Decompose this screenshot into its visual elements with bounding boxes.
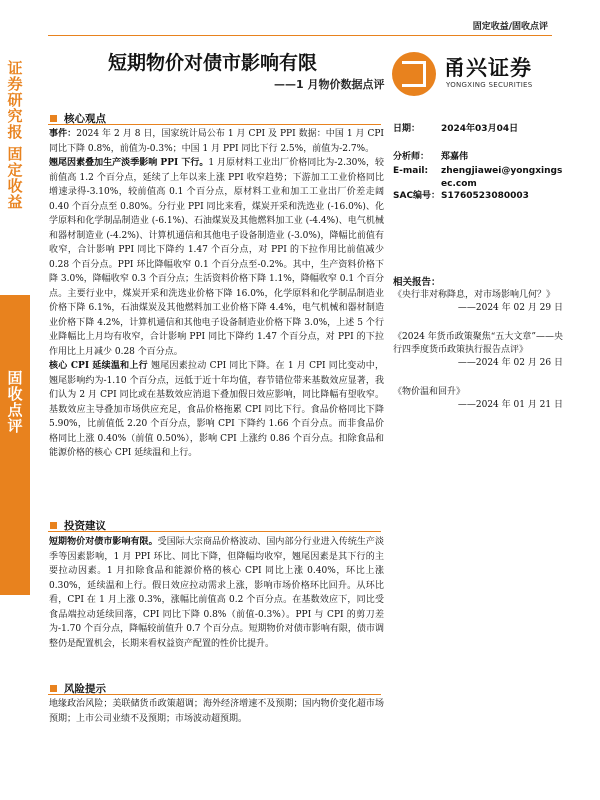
date-row: 日期： 2024年03月04日	[393, 124, 519, 134]
square-bullet-icon	[50, 522, 57, 529]
report-subtitle: ——1 月物价数据点评	[274, 78, 385, 91]
sidebar-orange-band	[0, 295, 30, 595]
related-reports-title: 相关报告：	[393, 277, 441, 288]
section-rule	[48, 124, 381, 125]
paragraph-ppi: 翘尾因素叠加生产淡季影响 PPI 下行。1 月原材料工业出厂价格同比为-2.30%，较前值高 1.2 个百分点，延续了上年以来上涨 PPI 收窄趋势；下游加工工业价格同比增速录得-3.10%，较前值高 0.1 个百分点，原材料工业和加工工业出厂价差走阔 0.40 个百分点至 0.80%。分行业 PPI 同比来看，煤炭开采和洗选业 (-16.0%)、化学原料和化学制品制造业 (-6.1%)、石油煤炭及其他燃料加工业 (-4.4%)、电气机械和器材制造业 (-4.2%)、计算机通信和其他电子设备制造业 (-3.0%)，降幅比前值有收窄，合计影响 PPI 同比下降约 1.47 个百分点，对 PPI 的下拉作用比前值减少 0.28 个百分点。PPI 环比降幅收窄 0.1 个百分点至-0.2%。其中，生产资料价格下降 3.0%，降幅收窄 0.3 个百分点；生活资料价格下降 1.1%，降幅收窄 0.1 个百分点。主要行业中，煤炭开采和洗选业价格下降 16.0%，化学原料和化学制品制造业价格下降 6.1%，石油煤炭及其他燃料加工业价格下降 4.4%，电气机械和器材制造业价格下降 4.2%，计算机通信和其他电子设备制造业价格下降 3.0%，上述 5 个行业降幅比上月均有收窄，合计影响 PPI 同比下降约 1.47 个百分点，对 PPI 的下拉作用比上月减少 0.28 个百分点。	[49, 158, 384, 357]
email-link[interactable]: zhengjiawei@yongxingsec.com	[441, 166, 563, 189]
sac-row: SAC编号： S1760523080003	[393, 191, 529, 201]
sidebar-label-fixed-income: 固 定 收 益	[7, 145, 23, 211]
section-heading-core: 核心观点	[50, 111, 106, 126]
invest-body: 短期物价对债市影响有限。受国际大宗商品价格波动、国内部分行业进入传统生产淡季等因素影响，1 月 PPI 环比、同比下降，但降幅均收窄，翘尾因素是其下行的主要拉动因素。1 月扣除食品和能源价格的核心 CPI 同比上涨 0.40%，环比上涨 0.30%，延续温和上行。假日效应拉动需求上涨，影响市场价格环比回升。从环比看，CPI 在 1 月上涨 0.3%，涨幅比前值高 0.2 个百分点。在基数效应下，同比受食品端拉动延续回落，CPI 同比下降 0.8%（前值-0.3%）。PPI 与 CPI 的剪刀差为-1.70 个百分点，降幅较前值升 0.7 个百分点。短期物价对债市影响有限，债市调整仍是配置机会，长期来看权益资产配置的性价比提升。	[49, 537, 384, 649]
related-report-item[interactable]: 《央行非对称降息，对市场影响几何？》 ——2024 年 02 月 29 日	[393, 290, 563, 313]
company-logo	[392, 48, 554, 100]
paragraph-cpi: 核心 CPI 延续温和上行 翘尾因素拉动 CPI 同比下降。在 1 月 CPI 同比变动中，翘尾影响约为-1.10 个百分点，远低于近十年均值，春节错位带来基数效应显著，我们认为 2 月 CPI 同比或在基数效应消退下叠加假日效应影响，同比降幅有望收窄。基数效应主导叠加市场供应充足，食品价格拖累 CPI 同比下行。食品价格同比下降 5.90%，比前值低 2.20 个百分点，影响 CPI 下降约 1.66 个百分点。而非食品价格同比上涨 0.40%（前值 0.50%），影响 CPI 上涨约 0.86 个百分点。扣除食品和能源价格的核心 CPI 延续温和上行。	[49, 361, 384, 458]
sidebar-label-fi-commentary: 固 收 点 评	[7, 369, 23, 435]
section-heading-invest: 投资建议	[50, 518, 106, 533]
logo-mark-icon	[392, 52, 436, 96]
report-category-tag: 固定收益/固收点评	[472, 22, 548, 32]
core-body	[49, 127, 384, 461]
paragraph-event: 事件：2024 年 2 月 8 日，国家统计局公布 1 月 CPI 及 PPI 数据：中国 1 月 CPI 同比下降 0.8%，前值为-0.3%；中国 1 月 PPI 同比下行 2.5%，前值为-2.7%。	[49, 129, 384, 154]
section-heading-risk: 风险提示	[50, 681, 106, 696]
report-title: 短期物价对债市影响有限	[108, 52, 318, 74]
section-rule	[48, 531, 381, 532]
section-rule	[48, 694, 381, 695]
email-row: E-mail: zhengjiawei@yongxingsec.com	[393, 166, 563, 189]
risk-body: 地缘政治风险；美联储货币政策超调；海外经济增速不及预期；国内物价变化超市场预期；上市公司业绩不及预期；市场波动超预期。	[49, 699, 384, 724]
analyst-row: 分析师： 郑嘉伟	[393, 152, 469, 162]
logo-name-en: YONGXING SECURITIES	[446, 81, 533, 89]
sidebar-label-research-report: 证 券 研 究 报	[7, 59, 23, 141]
logo-name-cn: 甬兴证券	[444, 56, 532, 80]
related-report-item[interactable]: 《物价温和回升》 ——2024 年 01 月 21 日	[393, 387, 563, 410]
header-rule	[48, 35, 552, 36]
square-bullet-icon	[50, 115, 57, 122]
square-bullet-icon	[50, 685, 57, 692]
related-report-item[interactable]: 《2024 年货币政策聚焦“五大文章”——央行四季度货币政策执行报告点评》 ——2024 年 02 月 26 日	[393, 332, 563, 368]
